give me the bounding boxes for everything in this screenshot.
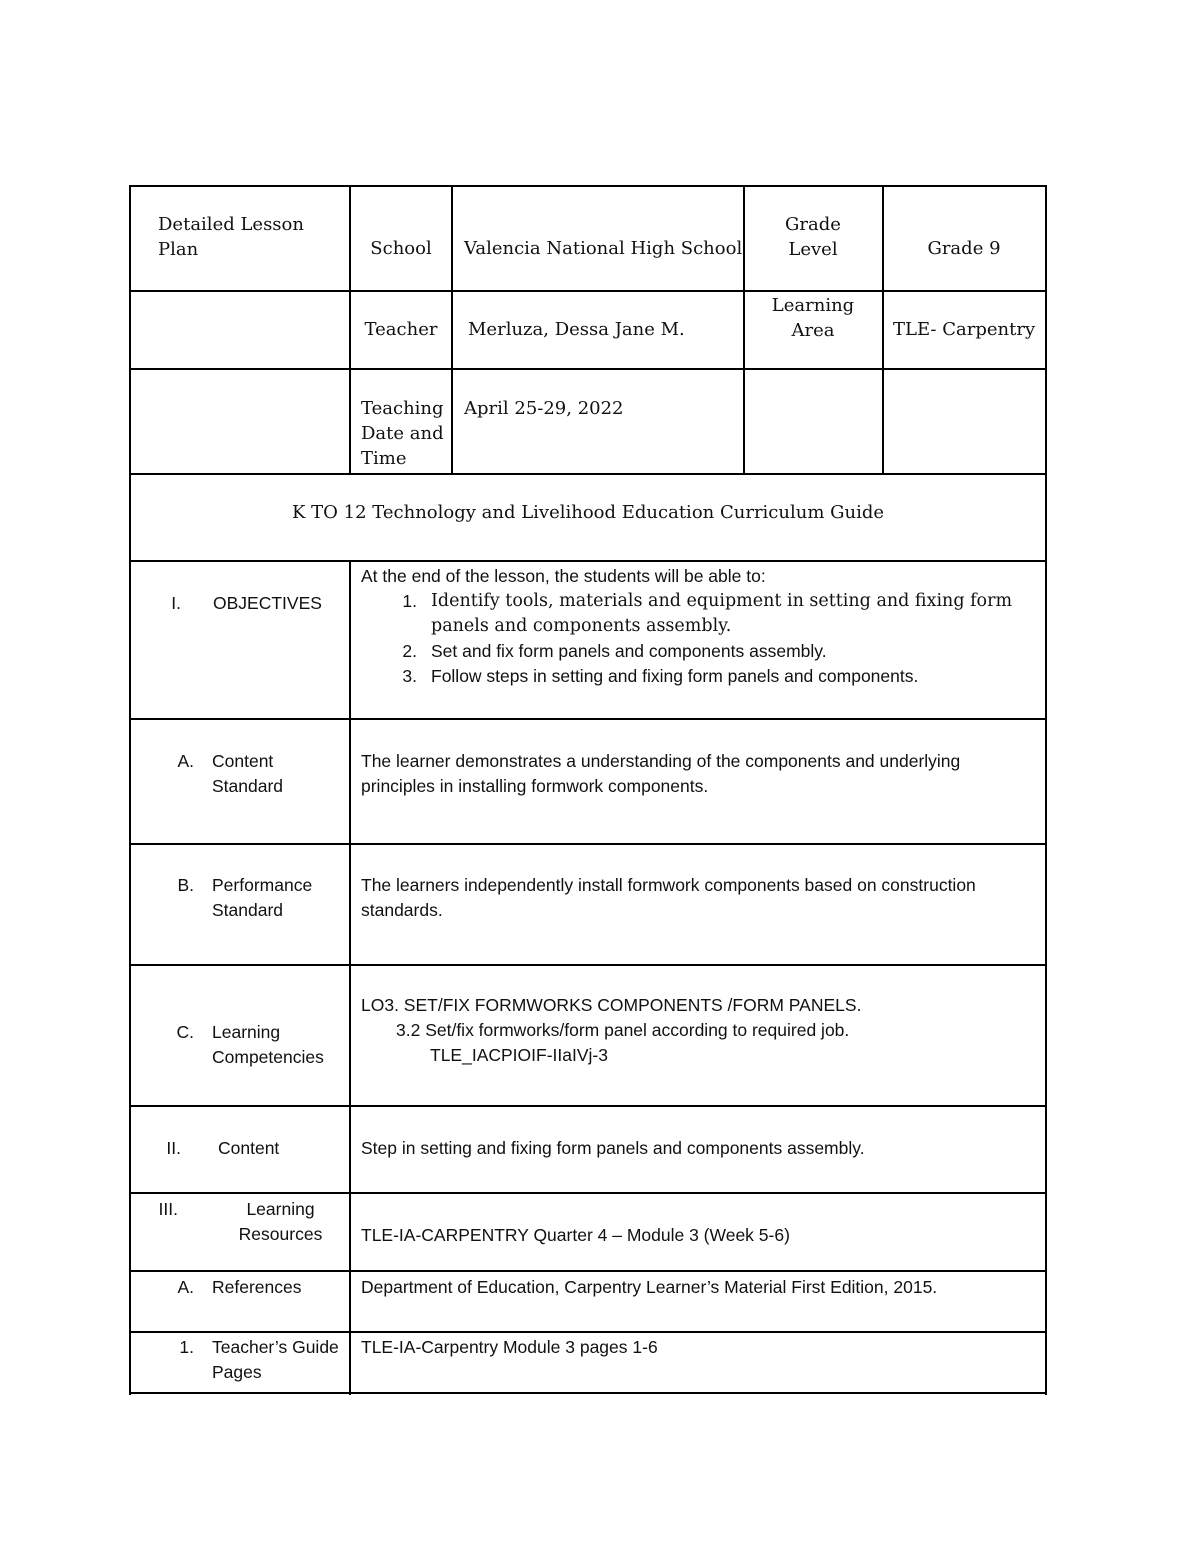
doc-type-label: Detailed Lesson Plan (158, 214, 304, 260)
teachers-guide-heading (131, 1335, 349, 1385)
content-standard-label: Content Standard (212, 751, 284, 796)
objectives-heading (131, 591, 349, 616)
references-text: Department of Education, Carpentry Learner’s Material First Edition, 2015. (361, 1277, 938, 1297)
learning-resources-label: Learning Resources (238, 1199, 323, 1244)
content-text: Step in setting and fixing form panels and components assembly. (361, 1138, 865, 1158)
references-heading (131, 1275, 349, 1300)
objectives-intro: At the end of the lesson, the students will be able to: (361, 566, 766, 586)
learning-competencies-letter: C. (176, 1022, 194, 1042)
learning-competencies-content (361, 993, 1041, 1068)
content-label: Content (218, 1138, 280, 1158)
performance-standard-label: Performance Standard (212, 875, 313, 920)
objective-item: 1. Identify tools, materials and equipment in setting and fixing form panels and components assembly. (402, 591, 1013, 636)
performance-standard-letter: B. (177, 875, 194, 895)
learning-competencies-heading (131, 1020, 349, 1070)
competency-heading: LO3. SET/FIX FORMWORKS COMPONENTS /FORM PANELS. (361, 995, 862, 1015)
teachers-guide-label: Teacher’s Guide Pages (212, 1337, 339, 1382)
learning-resources-text: TLE-IA-CARPENTRY Quarter 4 – Module 3 (Week 5-6) (361, 1225, 790, 1245)
learning-competencies-label: Learning Competencies (212, 1022, 324, 1067)
learning-area-value: TLE- Carpentry (893, 319, 1036, 340)
grade-level-value: Grade 9 (927, 238, 1001, 259)
grade-level-label: Grade Level (785, 214, 841, 260)
teaching-date-label: Teaching Date and Time (361, 398, 444, 469)
content-numeral: II. (166, 1138, 181, 1158)
objectives-content (361, 564, 1041, 689)
learning-resources-numeral: III. (158, 1199, 178, 1219)
performance-standard-heading (131, 873, 349, 923)
content-standard-letter: A. (177, 751, 194, 771)
teacher-value: Merluza, Dessa Jane M. (468, 319, 685, 340)
competency-code: TLE_IACPIOIF-IIaIVj-3 (430, 1045, 608, 1065)
teaching-date-value: April 25-29, 2022 (464, 398, 624, 419)
objective-item: 3. Follow steps in setting and fixing form panels and components. (402, 666, 919, 686)
references-label: References (212, 1277, 302, 1297)
school-value: Valencia National High School (464, 238, 743, 259)
content-standard-text: The learner demonstrates a understanding of the components and underlying principles in installing formwork components. (361, 751, 961, 796)
objectives-numeral: I. (171, 593, 181, 613)
teachers-guide-number: 1. (179, 1337, 194, 1357)
learning-area-label: Learning Area (771, 295, 855, 341)
curriculum-guide-title: K TO 12 Technology and Livelihood Education Curriculum Guide (291, 502, 885, 523)
objective-item: 2. Set and fix form panels and components assembly. (402, 641, 827, 661)
teachers-guide-text: TLE-IA-Carpentry Module 3 pages 1-6 (361, 1337, 658, 1357)
content-standard-heading (131, 749, 349, 799)
objectives-label: OBJECTIVES (213, 593, 322, 613)
competency-item: 3.2 Set/fix formworks/form panel according to required job. (396, 1020, 850, 1040)
learning-resources-heading (131, 1197, 349, 1247)
performance-standard-text: The learners independently install formwork components based on construction standards. (361, 875, 976, 920)
content-heading (131, 1136, 349, 1161)
teacher-label: Teacher (364, 319, 438, 340)
school-label: School (370, 238, 432, 259)
references-letter: A. (177, 1277, 194, 1297)
